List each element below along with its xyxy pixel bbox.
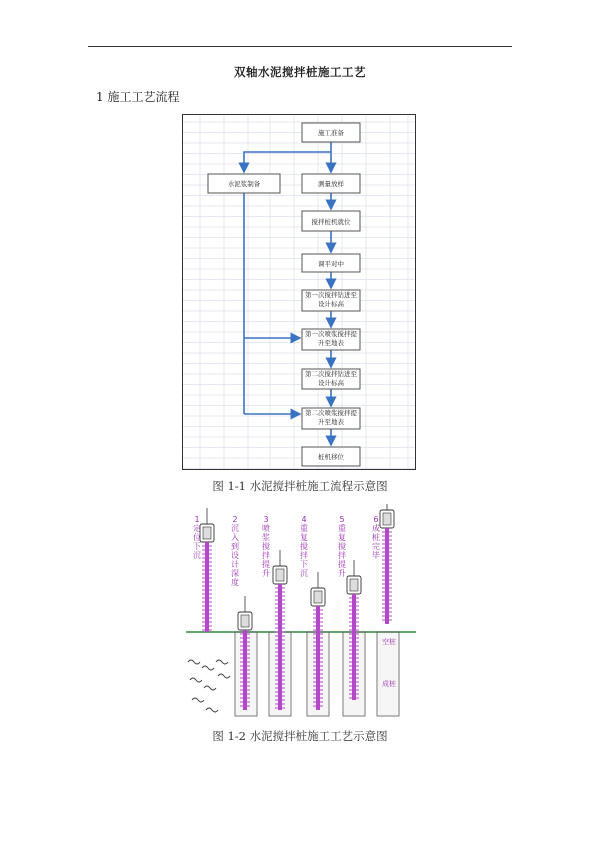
process-step-label: 5 重复搅拌提升	[338, 515, 346, 578]
process-step-label: 6 成桩完毕	[372, 515, 380, 560]
soil-waves	[188, 660, 230, 712]
process-step-label: 3 喷浆搅拌提升	[262, 515, 270, 578]
process-step-label: 4 重复搅拌下沉	[300, 515, 308, 578]
flow-step-prep: 施工准备	[318, 129, 344, 137]
flow-step-drill-second: 第二次搅拌钻进至设计标高	[305, 370, 357, 387]
annotation-blank-pile: 空桩	[382, 638, 396, 646]
annotation-formed-pile: 成桩	[382, 680, 396, 688]
figure-1-caption: 图 1-1 水泥搅拌桩施工流程示意图	[212, 479, 388, 493]
flow-step-rig-position: 搅拌桩机就位	[311, 218, 351, 226]
section-heading: 1 施工工艺流程	[96, 90, 180, 104]
flow-step-drill-first: 第一次搅拌钻进至设计标高	[305, 291, 357, 308]
process-step-label: 2 沉入到设计深度	[231, 515, 239, 587]
figure-2-caption: 图 1-2 水泥搅拌桩施工工艺示意图	[212, 729, 388, 743]
flow-step-survey: 测量放样	[318, 180, 344, 188]
process-diagram	[186, 504, 416, 724]
header-rule	[88, 46, 512, 47]
flow-step-level-center: 调平对中	[318, 260, 344, 268]
flow-step-move-rig: 桩机移位	[318, 453, 344, 461]
document-title: 双轴水泥搅拌桩施工工艺	[234, 65, 366, 79]
mixer-1	[200, 508, 214, 632]
flowchart-figure	[182, 114, 416, 470]
process-step-label: 1 定位下沉	[193, 515, 201, 560]
flow-step-grout-prep: 水泥浆制备	[227, 180, 261, 188]
mixer-6	[380, 504, 394, 624]
flow-step-lift-first: 第一次喷浆搅拌提升至地表	[305, 330, 357, 347]
flow-step-lift-second: 第二次喷浆搅拌提升至地表	[305, 409, 357, 426]
